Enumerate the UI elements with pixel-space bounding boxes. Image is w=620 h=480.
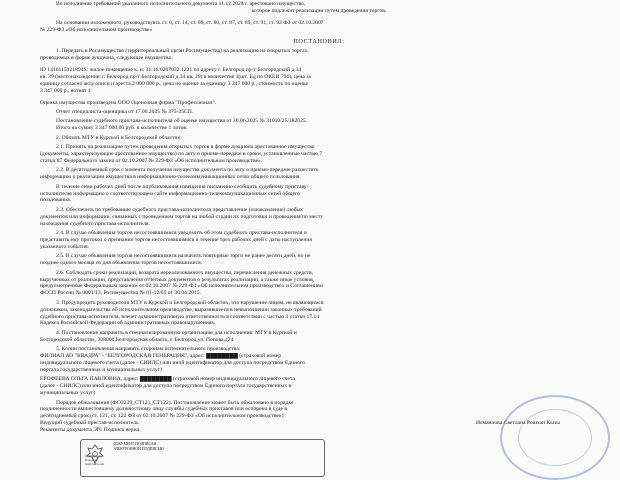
party-1: ФИЛИАЛ АО "КВАДРА" - "БЕЛГОРОДСКАЯ ГЕНЕРАЦИЯ", адрес: ████████ (страховой номер индивидуального лицевого счета (далее - СНИЛС) или иной идентификатор для доступа посредством Единого портала государственных и муниципальных услуг) bbox=[40, 353, 305, 373]
signature-row bbox=[40, 420, 560, 427]
esign-certificate: Сертификат bbox=[85, 454, 102, 459]
item-4: 4. Постановление направить в специализированную организацию для исполнения: МТУ в Курской и Белгородской областях, 308000,Белгородская область, г. Белгород,ул. Попова,д24 bbox=[40, 329, 297, 343]
esign-valid: Действителен bbox=[85, 462, 104, 467]
electronic-signature-stamp bbox=[80, 439, 325, 477]
item-2-1: 2.1. Принять на реализацию путем проведения открытых торгов в форме аукциона арестованное имущество (документы, характеризующие арестованное имущество) по акту о приеме-передаче в сроки, установленные частью 7 статьи 87 Федерального закона от 02.10.2007 № 229-ФЗ «Об исполнительном производстве». bbox=[40, 144, 323, 164]
law-basis-paragraph: На основании изложенного, руководствуясь ст. 6, ст. 14, ст. 68, ст. 80, ст. 87, ст. 89, ст. 91, ст. 92 ФЗ от 02.10.2007 № 229-ФЗ «Об исполнительном производстве» bbox=[40, 19, 324, 33]
item-2-3: 2.3. Обеспечить по требованию судебного пристава-исполнителя представление (ознакомление) любых документов или информации, связанных с проведением торгов на любой стадии их подготовки и проведения по месту нахождения судебного пристава-исполнителя. bbox=[40, 206, 324, 227]
item-2-4: 2.4. В случае объявления торгов несостоявшимися уведомить об этом судебного пристава-исполнителя и представить ему протокол о признании торгов несостоявшимися в течение трех рабочих дней с даты наступления указанного события. bbox=[40, 230, 312, 250]
decree-note: Постановление судебного пристава-исполнителя об оценке имущества от 30.06.2025 № 31010/25/382625. bbox=[56, 118, 308, 125]
official-seal bbox=[500, 395, 610, 480]
esign-owner: Владелец bbox=[85, 458, 98, 463]
ep-note: Реквизиты документа ЭП: Подпись верна bbox=[40, 427, 140, 434]
property-description: ID 1410115921894S: жилое помещение к. н. 31:16:0207032:1221 по адресу г. Белгород пр-т Белгородский д.34 кв. 39 (местонахождение: г. Белгород пр-т Белгородский д.34 кв. 39) в количестве 1(шт. Ед по ОКЕИ 796), цена за единицу согласно акту описи и ареста 2 000 000 р., цена по оценке за единицу 3 347 000 р., стоимость по оценке 3 347 000 р., вотнят 1 bbox=[40, 66, 311, 94]
item-2-5: 2.5. В случае объявления торгов несостоявшимися назначить повторные торги не ранее десяти дней, но не позднее одного месяца со дня объявления торгов несостоявшимися. bbox=[40, 253, 311, 267]
item-2-2: 2.2. В десятидневный срок с момента получения имущества документа по акту о приеме-передаче разместить информацию о реализации имущества в информационно-телекоммуникационных сетях общего пользования. bbox=[40, 167, 319, 181]
intro-paragraph: Во исполнение требований указанного исполнительного документа 11.12.2024 г. арестовано имущество, которое подлежит реализации путем проведения торгов. bbox=[56, 1, 387, 14]
item-5: 5. Копии постановления направить сторонам исполнительного производства: bbox=[56, 346, 241, 353]
item-1: 1. Передать в Росимущество (территориальный орган Росимущества) на реализацию на открытых торгах, проводимых в форме аукциона, следующее имущество: bbox=[40, 48, 309, 62]
report-note: Отчет специалиста-оценщика от 17.06.2025 № 375-25СП. bbox=[56, 108, 194, 115]
appeal-procedure: Порядок обжалования (ФОЗ229_СТ121_СТ122). Постановление может быть обжаловано в порядке подчиненности вышестоящему должностному лицу службы судебных приставов или оспорено в суде в десятидневный срок (ст. 121, ст. 122 ФЗ от 02.10.2007 № 229-ФЗ «Об исполнительном производстве») bbox=[40, 399, 294, 420]
item-2: 2. Обязать МТУ в Курской и Белгородской областях: bbox=[56, 134, 182, 141]
coat-of-arms-icon bbox=[84, 443, 106, 465]
esign-title-2: ЭЛЕКТРОННОЙ ПОДПИСЬЮ bbox=[113, 446, 164, 451]
signature-name: Исмаилова Светлана Рошхан Кызы bbox=[476, 420, 560, 427]
signature-title: Ведущий судебный пристав-исполнитель bbox=[40, 420, 139, 427]
total-note: Итого на сумму 3 347 000,00 руб. в количестве 1 лотов. bbox=[56, 125, 188, 132]
item-2-2-notice: В течение семи рабочих дней после опубликования извещения письменно сообщить судебному приставу- исполнителю информацию о соответствующем сайте информационно-телекоммуникационных сетей общего пользования. bbox=[40, 183, 309, 204]
party-2: ЕРОФЕЕВА ОЛЬГА ПАВЛОВНА, адрес: ████████ (страховой номер индивидуального лицевого счета (далее - СНИЛС) или иной идентификатор для доступа посредством Единого портала государственных и муниципальных услуг) bbox=[40, 376, 295, 397]
esign-title-1: ДОКУМЕНТ ПОДПИСАН bbox=[113, 442, 157, 446]
estimate-note: Оценка имущества произведена ООО Оценочная фирма "Профессионал". bbox=[40, 99, 217, 106]
decision-heading: ПОСТАНОВИЛ: bbox=[293, 38, 345, 46]
item-2-6: 2.6. Соблюдать сроки реализации, возврата нереализованного имущества, перечисления денежных средств, вырученных от реализации, представления отчетных документов о результатах реализации, а также иные условия, предусмотренные Федеральным законом от 02.10.2007 № 229-ФЗ «Об исполнительном производстве» и Соглашением ФССП России № 0001/13, Росимущества № 01-12/65 от 30.04.2015. bbox=[40, 269, 323, 297]
item-3: 3. Предупредить руководителя МТУ в Курской и Белгородской областях, что нарушение лицом, не являющимся должником, законодательства об исполнительном производстве, выразившееся в невыполнении законных требований судебного пристава-исполнителя, влечет административную ответственность в соответствии с частью 3 статьи 17.14 Кодекса Российской Федерации об административных правонарушениях. bbox=[40, 299, 324, 327]
